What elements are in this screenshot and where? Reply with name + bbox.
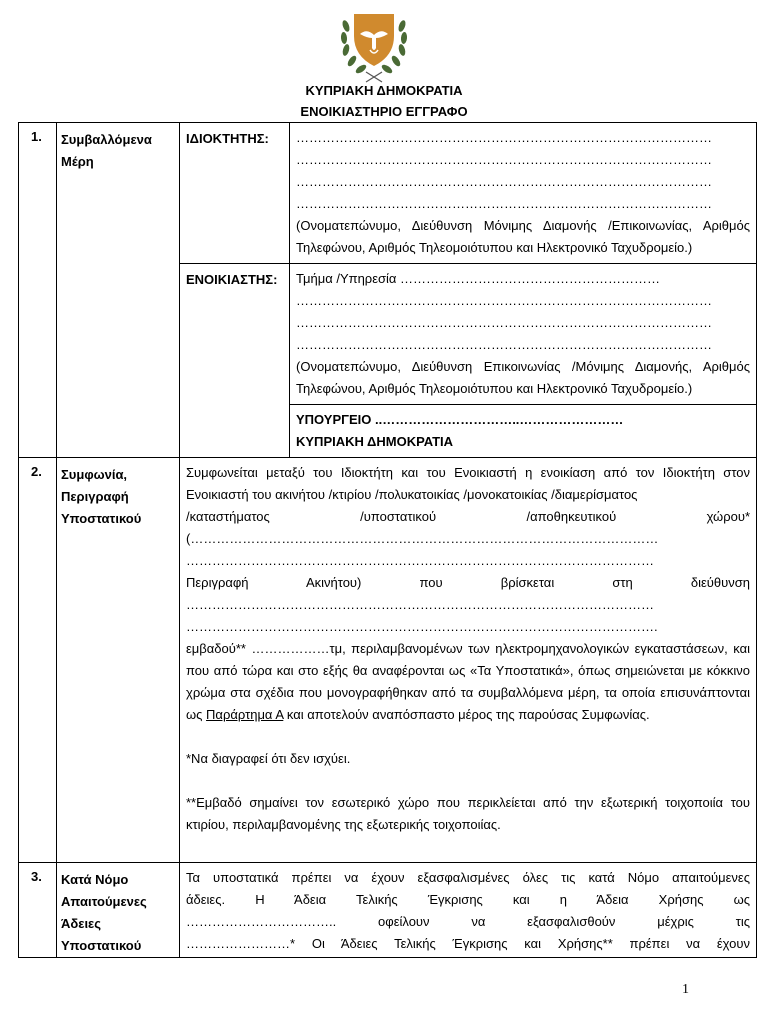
- owner-label: ΙΔΙΟΚΤΗΤΗΣ:: [180, 123, 290, 264]
- section-number: 2.: [19, 458, 57, 863]
- area-paragraph: [186, 638, 750, 726]
- dotted-line: ……………………………………………………………………………………: [296, 337, 712, 352]
- property-description-line: Περιγραφή Ακινήτου) που βρίσκεται στη διεύθυνση: [186, 575, 750, 590]
- tenant-label: ΕΝΟΙΚΙΑΣΤΗΣ:: [180, 264, 290, 458]
- section-title: Συμφωνία, Περιγραφή Υποστατικού: [57, 458, 180, 863]
- section-1-owner-row: [19, 123, 757, 264]
- section-number: 3.: [19, 863, 57, 958]
- section-2-row: [19, 458, 757, 863]
- dotted-line: (………………………………………………………………………………………………: [186, 531, 659, 546]
- section-title: Κατά Νόμο Απαιτούμενες Άδειες Υποστατικού: [57, 863, 180, 958]
- owner-note: (Ονοματεπώνυμο, Διεύθυνση Μόνιμης Διαμονής /Επικοινωνίας, Αριθμός Τηλεφώνου, Αριθμός Τηλεομοιότυπου και Ηλεκτρονικό Ταχυδρομείο.): [296, 218, 750, 255]
- dotted-line: ………………………………………………………………………………………………: [186, 553, 654, 568]
- section-3-body: [180, 863, 757, 958]
- section-3-row: [19, 863, 757, 958]
- dotted-line: ………………………………………………………………………………………………: [186, 597, 654, 612]
- permits-line: Τα υποστατικά πρέπει να έχουν εξασφαλισμένες όλες τις κατά Νόμο απαιτούμενες: [186, 870, 750, 885]
- permits-line: ……………………* Οι Άδειες Τελικής Έγκρισης και Χρήσης** πρέπει να έχουν: [186, 936, 750, 951]
- dotted-line: ……………………………………………………………………………………: [296, 315, 712, 330]
- dotted-line: ……………………………………………………………………………………: [296, 293, 712, 308]
- document-title: ΕΝΟΙΚΙΑΣΤΗΡΙΟ ΕΓΓΡΑΦΟ: [300, 104, 468, 119]
- footnote-area: **Εμβαδό σημαίνει τον εσωτερικό χώρο που περικλείεται από την εξωτερική τοιχοποιία του κτιρίου, περιλαμβανομένης της εξωτερικής τοιχοποιίας.: [186, 795, 750, 832]
- ministry-line: ΥΠΟΥΡΓΕΙΟ ..…………………………..……………………: [296, 412, 624, 427]
- area-text: εμβαδού** ………………τμ, περιλαμβανομένων των ηλεκτρομηχανολογικών εγκαταστάσεων, και που από τώρα και στο εξής θα αναφέρονται ως «Τα Υποστατικά», όπως σημειώνεται με κόκκινο χρώμα στα σχέδια που μονογραφήθηκαν από τα συμβαλλόμενα μέρη, τα οποία επισυνάπτονται ως: [186, 641, 750, 722]
- coat-of-arms-icon: [336, 8, 412, 84]
- tenant-details: [290, 264, 757, 405]
- republic-heading: ΚΥΠΡΙΑΚΗ ΔΗΜΟΚΡΑΤΙΑ: [305, 83, 463, 98]
- republic-line: ΚΥΠΡΙΑΚΗ ΔΗΜΟΚΡΑΤΙΑ: [296, 434, 454, 449]
- agreement-paragraph: Συμφωνείται μεταξύ του Ιδιοκτήτη και του Ενοικιαστή η ενοικίαση από τον Ιδιοκτήτη στον Ενοικιαστή του ακινήτου /κτιρίου /πολυκατοικίας /μονοκατοικίας /διαμερίσματος: [186, 465, 750, 502]
- permits-line: …………………………….. οφείλουν να εξασφαλισθούν μέχρις τις: [186, 914, 750, 929]
- tenant-department-line: Τμήμα /Υπηρεσία ……………………………………………………: [296, 271, 661, 286]
- property-type-line: /καταστήματος /υποστατικού /αποθηκευτικού χώρου*: [186, 509, 750, 524]
- area-text-end: και αποτελούν αναπόσπαστο μέρος της παρούσας Συμφωνίας.: [283, 707, 650, 722]
- page-number: 1: [682, 982, 689, 997]
- annex-a-link[interactable]: Παράρτημα Α: [206, 707, 284, 722]
- lease-table: [18, 122, 757, 958]
- dotted-line: ……………………………………………………………………………………: [296, 174, 712, 189]
- section-title: Συμβαλλόμενα Μέρη: [57, 123, 180, 458]
- tenant-note: (Ονοματεπώνυμο, Διεύθυνση Επικοινωνίας /Μόνιμης Διαμονής, Αριθμός Τηλεφώνου, Αριθμός Τηλεομοιότυπου και Ηλεκτρονικό Ταχυδρομείο.): [296, 359, 750, 396]
- section-number: 1.: [19, 123, 57, 458]
- dotted-line: ……………………………………………………………………………………: [296, 152, 712, 167]
- footnote-delete: *Να διαγραφεί ότι δεν ισχύει.: [186, 751, 351, 766]
- section-2-body: [180, 458, 757, 863]
- ministry-details: [290, 405, 757, 458]
- dotted-line: ……………………………………………………………………………………: [296, 196, 712, 211]
- dotted-line: ……………………………………………………………………………………………….: [186, 619, 658, 634]
- permits-line: άδειες. Η Άδεια Τελικής Έγκρισης και η Άδεια Χρήσης ως: [186, 892, 750, 907]
- dotted-line: ……………………………………………………………………………………: [296, 130, 712, 145]
- owner-details: [290, 123, 757, 264]
